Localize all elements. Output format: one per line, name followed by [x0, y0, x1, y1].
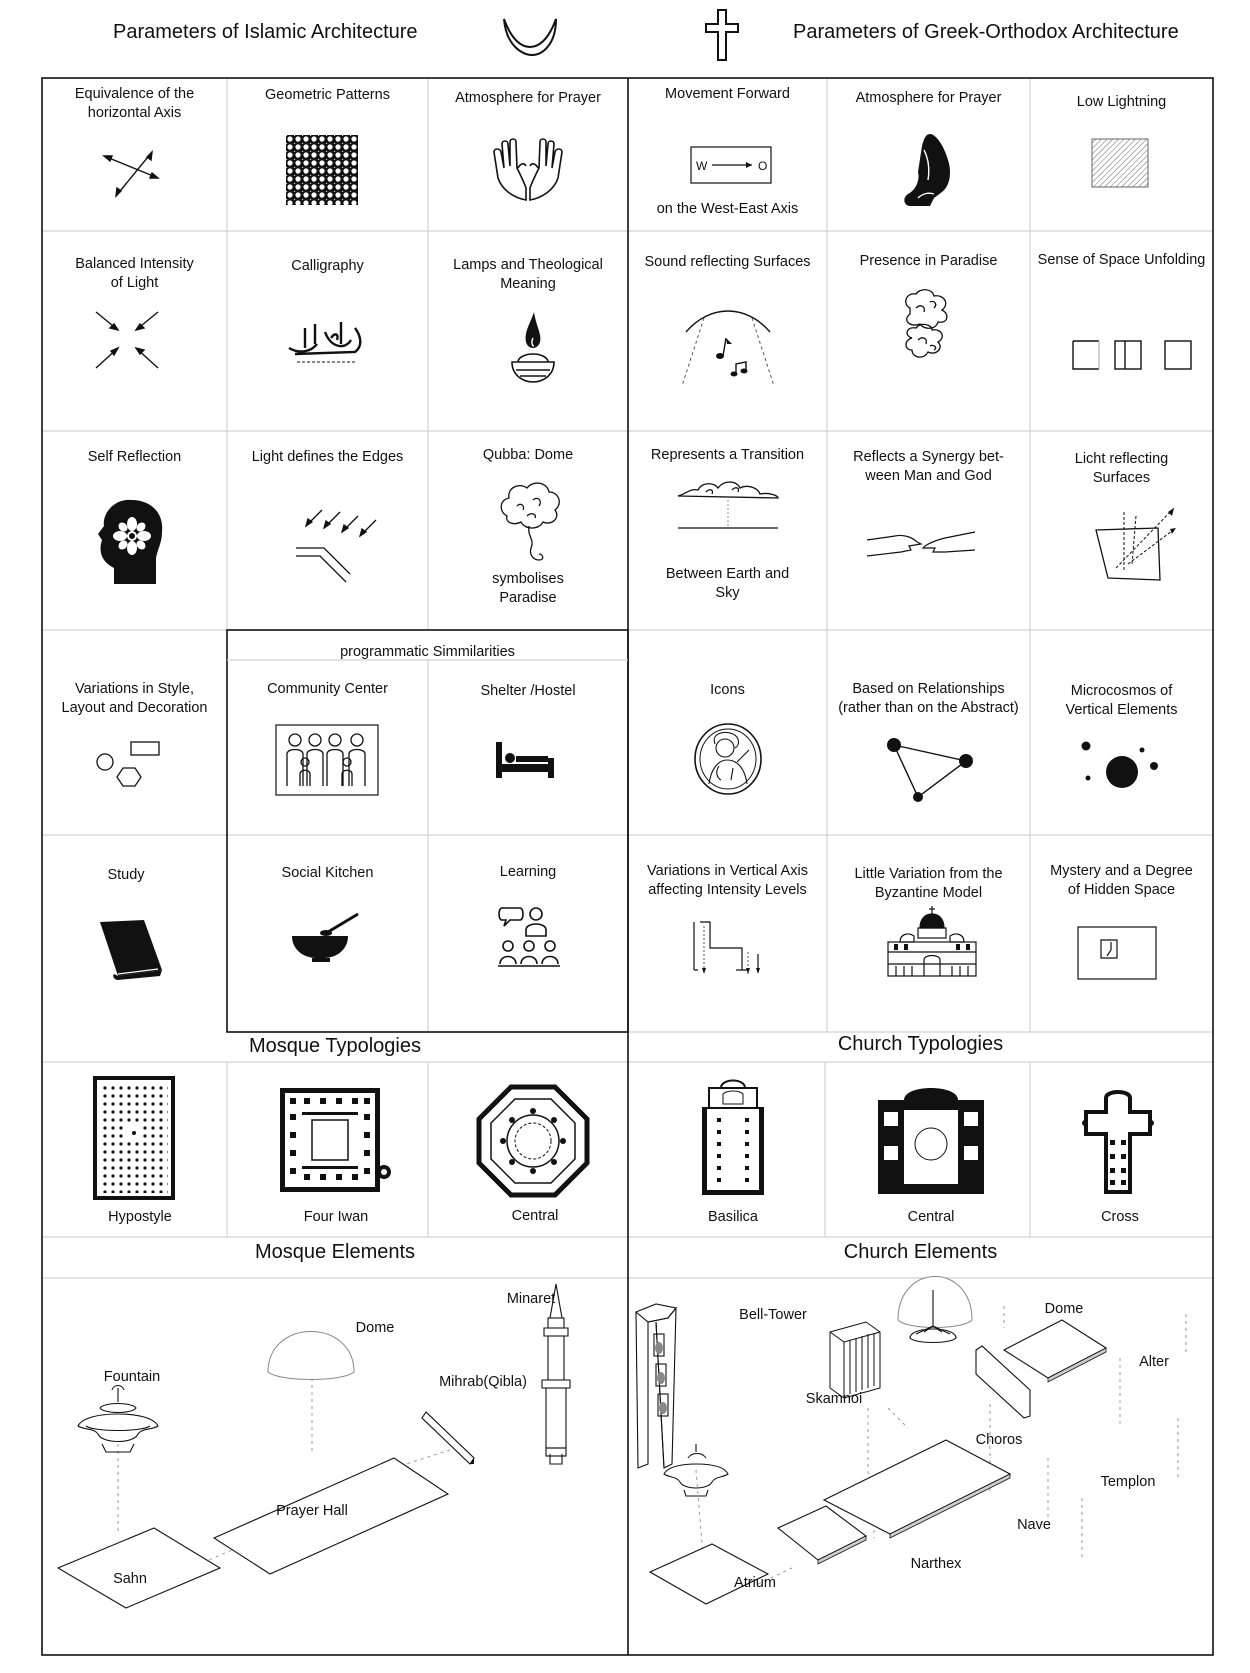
- basilica-plan-icon: [697, 1074, 769, 1198]
- orthodox-r4-c1-label: Icons: [710, 682, 745, 698]
- islamic-r5-c3-label: Learning: [499, 864, 557, 880]
- hypostyle-plan-icon: [93, 1076, 175, 1200]
- orthodox-r5-c1-label: Variations in Vertical Axis affecting Intensity Levels: [647, 863, 808, 898]
- orthodox-r5-c3-label: Mystery and a Degree of Hidden Space: [1050, 863, 1193, 898]
- folded-hands-icon: [900, 132, 958, 208]
- church-label-narthex: Narthex: [910, 1556, 962, 1572]
- islamic-r4-c3-label: Shelter /Hostel: [480, 683, 576, 699]
- byzantine-church-icon: [884, 906, 980, 980]
- mosque-elements-title: Mosque Elements: [254, 1241, 416, 1263]
- islamic-r2-c3-label: Lamps and Theological Meaning: [453, 257, 603, 292]
- orthodox-r2-c3-label: Sense of Space Unfolding: [1037, 252, 1206, 268]
- west-east-axis-icon: [690, 146, 772, 186]
- islamic-r4-c2-label: Community Center: [267, 681, 388, 697]
- mosque-typology-2: Four Iwan: [303, 1209, 369, 1225]
- islamic-title: Parameters of Islamic Architecture: [113, 21, 418, 43]
- islamic-r3-c1-label: Self Reflection: [87, 449, 182, 465]
- islamic-r3-c3-sub: symbolises Paradise: [492, 571, 564, 606]
- islamic-r5-c2-label: Social Kitchen: [281, 865, 374, 881]
- four-iwan-plan-icon: [276, 1086, 394, 1196]
- mosque-label-dome: Dome: [355, 1320, 395, 1336]
- light-edges-icon: [294, 508, 384, 584]
- central-church-plan-icon: [876, 1086, 986, 1196]
- cloud-tree-icon: [497, 478, 563, 564]
- icon-medallion: [693, 722, 763, 796]
- church-label-alter: Alter: [1139, 1354, 1169, 1370]
- crossed-arrows-icon: [100, 150, 164, 198]
- hatched-square-icon: [1091, 138, 1149, 188]
- church-elements-diagram: [628, 1278, 1213, 1655]
- converging-arrows-icon: [94, 308, 160, 370]
- islamic-r3-c3-label: Qubba: Dome: [482, 447, 574, 463]
- orthodox-r3-c1-sub: Between Earth and Sky: [665, 566, 790, 601]
- mosque-typology-1: Hypostyle: [108, 1209, 172, 1225]
- church-typology-3: Cross: [1101, 1209, 1139, 1225]
- community-group-icon: [275, 724, 379, 796]
- skamnoi-icon: [830, 1322, 880, 1398]
- islamic-r1-c2-label: Geometric Patterns: [265, 87, 390, 103]
- triangle-network-icon: [882, 733, 978, 803]
- earth-sky-icon: [676, 478, 780, 548]
- orthodox-r2-c2-label: Presence in Paradise: [859, 253, 998, 269]
- calligraphy-icon: [285, 318, 367, 368]
- programmatic-title: programmatic Simmilarities: [340, 644, 515, 660]
- central-mosque-plan-icon: [475, 1083, 591, 1199]
- church-label-nave: Nave: [1017, 1517, 1051, 1533]
- orthodox-r1-c2-label: Atmosphere for Prayer: [855, 90, 1002, 106]
- islamic-r1-c3-label: Atmosphere for Prayer: [455, 90, 601, 106]
- orthodox-title: Parameters of Greek-Orthodox Architecture: [793, 21, 1179, 43]
- islamic-r1-c1-label: Equivalence of the horizontal Axis: [74, 86, 195, 121]
- orthodox-r3-c2-label: Reflects a Synergy bet- ween Man and God: [853, 449, 1004, 484]
- church-label-dome: Dome: [1044, 1301, 1084, 1317]
- oil-lamp-icon: [508, 310, 558, 386]
- orthodox-r1-c3-label: Low Lightning: [1076, 94, 1167, 110]
- mosque-label-fountain: Fountain: [103, 1369, 161, 1385]
- mosque-label-prayer-hall: Prayer Hall: [276, 1503, 348, 1519]
- islamic-r5-c1-label: Study: [107, 867, 145, 883]
- mosque-label-mihrab: Mihrab(Qibla): [439, 1374, 527, 1390]
- shapes-variation-icon: [95, 740, 165, 790]
- fountain-icon: [78, 1386, 158, 1453]
- reflecting-surfaces-icon: [1094, 502, 1180, 582]
- creation-hands-icon: [865, 528, 977, 564]
- book-icon: [96, 918, 164, 980]
- west-label: W: [696, 159, 708, 173]
- bell-tower-icon: [636, 1304, 676, 1468]
- orthodox-r4-c2-label: Based on Relationships (rather than on the Abstract): [838, 681, 1019, 716]
- microcosmos-dots-icon: [1078, 736, 1162, 792]
- church-label-skamnoi: Skamnoi: [805, 1391, 863, 1407]
- islamic-r2-c2-label: Calligraphy: [291, 258, 364, 274]
- orthodox-r3-c3-label: Licht reflecting Surfaces: [1074, 451, 1169, 486]
- orthodox-r2-c1-label: Sound reflecting Surfaces: [644, 254, 811, 270]
- orthodox-r4-c3-label: Microcosmos of Vertical Elements: [1065, 683, 1178, 718]
- mosque-typology-3: Central: [511, 1208, 559, 1224]
- church-label-choros: Choros: [975, 1432, 1023, 1448]
- church-typologies-title: Church Typologies: [837, 1033, 1004, 1055]
- church-label-bell-tower: Bell-Tower: [739, 1307, 807, 1323]
- islamic-r3-c2-label: Light defines the Edges: [251, 449, 404, 465]
- clouds-icon: [896, 288, 962, 362]
- church-label-templon: Templon: [1100, 1474, 1156, 1490]
- east-label: O: [758, 159, 768, 173]
- mosque-label-minaret: Minaret: [506, 1291, 556, 1307]
- head-flower-icon: [94, 496, 166, 586]
- learning-group-icon: [498, 906, 560, 968]
- cross-plan-icon: [1080, 1088, 1156, 1196]
- mosque-elements-diagram: [42, 1278, 628, 1655]
- church-elements-title: Church Elements: [843, 1241, 998, 1263]
- geometric-pattern-icon: [286, 135, 358, 205]
- orthodox-r1-c1-label: Movement Forward: [665, 86, 790, 102]
- orthodox-r3-c1-label: Represents a Transition: [650, 447, 805, 463]
- hidden-space-icon: [1077, 926, 1157, 980]
- church-typology-2: Central: [907, 1209, 955, 1225]
- vertical-axis-icon: [692, 920, 762, 976]
- sound-reflect-icon: [680, 296, 776, 388]
- programmatic-underline: [227, 659, 628, 661]
- minaret-icon: [542, 1284, 570, 1464]
- church-label-atrium: Atrium: [734, 1575, 776, 1591]
- bowl-spoon-icon: [290, 910, 364, 966]
- islamic-r4-c1-label: Variations in Style, Layout and Decoration: [61, 681, 208, 716]
- islamic-r2-c1-label: Balanced Intensity of Light: [75, 256, 194, 291]
- bed-icon: [494, 740, 556, 780]
- orthodox-r5-c2-label: Little Variation from the Byzantine Model: [854, 866, 1003, 901]
- praying-hands-icon: [490, 138, 566, 208]
- unfolding-squares-icon: [1071, 339, 1193, 371]
- mosque-typologies-title: Mosque Typologies: [249, 1035, 421, 1057]
- mosque-label-sahn: Sahn: [113, 1571, 147, 1587]
- orthodox-r1-c1-sub: on the West-East Axis: [656, 201, 799, 217]
- church-typology-1: Basilica: [708, 1209, 758, 1225]
